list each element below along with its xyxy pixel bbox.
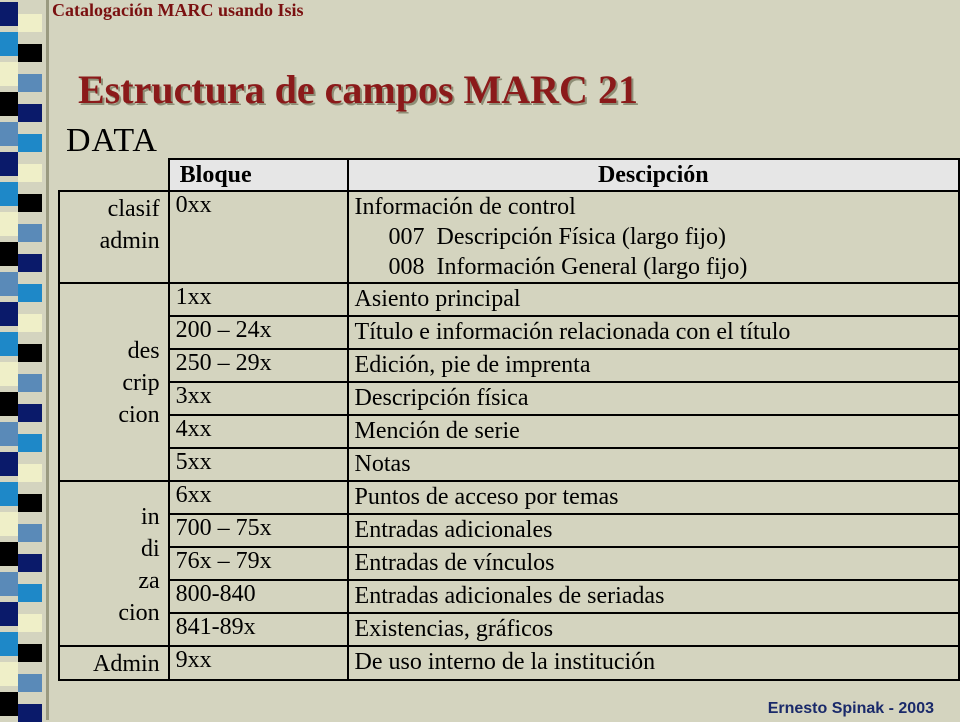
sidebar-square: [0, 32, 18, 56]
description-text: Descripción física: [354, 385, 529, 411]
group-label-cell: [59, 481, 169, 646]
description-text: Título e información relacionada con el título: [354, 319, 791, 345]
description-cell: [348, 191, 959, 283]
description-text: Existencias, gráficos: [354, 616, 554, 642]
table-row: [59, 613, 959, 646]
sidebar-square: [0, 602, 18, 626]
sidebar-square: [0, 212, 18, 236]
description-cell: [348, 316, 959, 349]
description-cell: [348, 349, 959, 382]
block-cell: 76x – 79x: [169, 547, 348, 580]
sidebar-square: [18, 284, 42, 302]
course-title: Catalogación MARC usando Isis: [52, 0, 304, 20]
sidebar-square: [0, 452, 18, 476]
sidebar-square: [0, 152, 18, 176]
sidebar-square: [18, 164, 42, 182]
group-label-line: cion: [118, 599, 160, 626]
sidebar-square: [18, 644, 42, 662]
sidebar-square: [18, 614, 42, 632]
description-cell: [348, 283, 959, 316]
sidebar-square: [0, 272, 18, 296]
description-text: Puntos de acceso por temas: [354, 484, 619, 510]
sidebar-square: [0, 332, 18, 356]
sidebar-square: [18, 464, 42, 482]
sidebar-square: [18, 134, 42, 152]
table-row: [59, 316, 959, 349]
sidebar-square: [18, 314, 42, 332]
block-cell: 4xx: [169, 415, 348, 448]
sidebar-square: [0, 242, 18, 266]
sidebar-square: [0, 542, 18, 566]
sidebar-square: [18, 374, 42, 392]
description-text: Entradas adicionales de seriadas: [354, 583, 665, 609]
sidebar-square: [0, 572, 18, 596]
description-cell: [348, 481, 959, 514]
sidebar-square: [0, 422, 18, 446]
description-text: Mención de serie: [354, 418, 520, 444]
description-cell: [348, 613, 959, 646]
sidebar-square: [0, 62, 18, 86]
table-header-row: [59, 159, 959, 191]
sidebar-square: [0, 662, 18, 686]
sidebar-square: [18, 674, 42, 692]
slide-title: Estructura de campos MARC 21: [78, 67, 638, 112]
sidebar-square: [18, 584, 42, 602]
table-body: [59, 191, 959, 680]
table-row: [59, 283, 959, 316]
column-header-bloque: Bloque: [169, 159, 348, 191]
description-text: Entradas de vínculos: [354, 550, 555, 576]
sidebar-square: [18, 224, 42, 242]
section-label: DATA: [66, 122, 158, 159]
sidebar-square: [0, 632, 18, 656]
sidebar-square: [18, 434, 42, 452]
table-row: [59, 448, 959, 481]
description-cell: [348, 580, 959, 613]
sidebar-square: [18, 254, 42, 272]
sidebar-square: [0, 2, 18, 26]
sidebar-square: [18, 14, 42, 32]
block-cell: 0xx: [169, 191, 348, 283]
sidebar-square: [18, 554, 42, 572]
table-row: [59, 481, 959, 514]
table-row: [59, 580, 959, 613]
table-row: [59, 415, 959, 448]
header-empty-cell: [59, 159, 169, 191]
author-credit: Ernesto Spinak - 2003: [767, 700, 934, 717]
description-cell: [348, 514, 959, 547]
sidebar-square: [0, 482, 18, 506]
description-text: De uso interno de la institución: [354, 649, 656, 675]
sidebar-square: [18, 74, 42, 92]
description-text: Información de control: [354, 194, 576, 220]
group-label-line: clasif: [107, 196, 160, 222]
block-cell: 6xx: [169, 481, 348, 514]
group-label-line: Admin: [92, 651, 160, 677]
description-cell: [348, 448, 959, 481]
description-text: Notas: [354, 451, 411, 477]
sidebar-square: [0, 392, 18, 416]
description-text: Asiento principal: [354, 286, 521, 312]
sidebar-square: [0, 692, 18, 716]
sidebar-square: [0, 182, 18, 206]
block-cell: 700 – 75x: [169, 514, 348, 547]
block-cell: 800-840: [169, 580, 348, 613]
table-row: [59, 514, 959, 547]
block-cell: 5xx: [169, 448, 348, 481]
column-header-descripcion: Descipción: [348, 159, 959, 191]
group-label-cell: [59, 646, 169, 680]
group-label-line: cion: [118, 402, 160, 428]
sidebar-divider: [46, 0, 49, 720]
block-cell: 200 – 24x: [169, 316, 348, 349]
description-cell: [348, 415, 959, 448]
group-label-line: admin: [99, 228, 160, 254]
group-label-cell: [59, 283, 169, 481]
table-row: [59, 646, 959, 680]
description-text: Edición, pie de imprenta: [354, 352, 591, 378]
sidebar-square: [0, 92, 18, 116]
description-text: Entradas adicionales: [354, 517, 553, 543]
description-sub-item: 007 Descripción Física (largo fijo): [388, 224, 727, 250]
sidebar-square: [18, 704, 42, 722]
block-cell: 9xx: [169, 646, 348, 680]
table-row: [59, 191, 959, 283]
block-cell: 3xx: [169, 382, 348, 415]
sidebar-square: [18, 194, 42, 212]
sidebar-square: [18, 524, 42, 542]
group-label-line: za: [138, 567, 160, 594]
marc-fields-table: [58, 158, 960, 681]
block-cell: 250 – 29x: [169, 349, 348, 382]
group-label-line: di: [140, 535, 160, 562]
description-cell: [348, 382, 959, 415]
description-cell: [348, 646, 959, 680]
description-sub-item: 008 Información General (largo fijo): [388, 254, 748, 280]
sidebar-square: [0, 302, 18, 326]
description-cell: [348, 547, 959, 580]
table-row: [59, 349, 959, 382]
block-cell: 841-89x: [169, 613, 348, 646]
sidebar-square: [18, 344, 42, 362]
group-label-line: in: [140, 503, 160, 530]
group-label-cell: [59, 191, 169, 283]
table-row: [59, 547, 959, 580]
sidebar-square: [0, 122, 18, 146]
sidebar-square: [0, 512, 18, 536]
sidebar-square: [18, 494, 42, 512]
sidebar-square: [18, 44, 42, 62]
sidebar-square: [18, 104, 42, 122]
table-row: [59, 382, 959, 415]
block-cell: 1xx: [169, 283, 348, 316]
group-label-line: crip: [122, 370, 160, 396]
decorative-sidebar: [0, 0, 46, 720]
sidebar-square: [0, 362, 18, 386]
group-label-line: des: [127, 338, 160, 364]
sidebar-square: [18, 404, 42, 422]
